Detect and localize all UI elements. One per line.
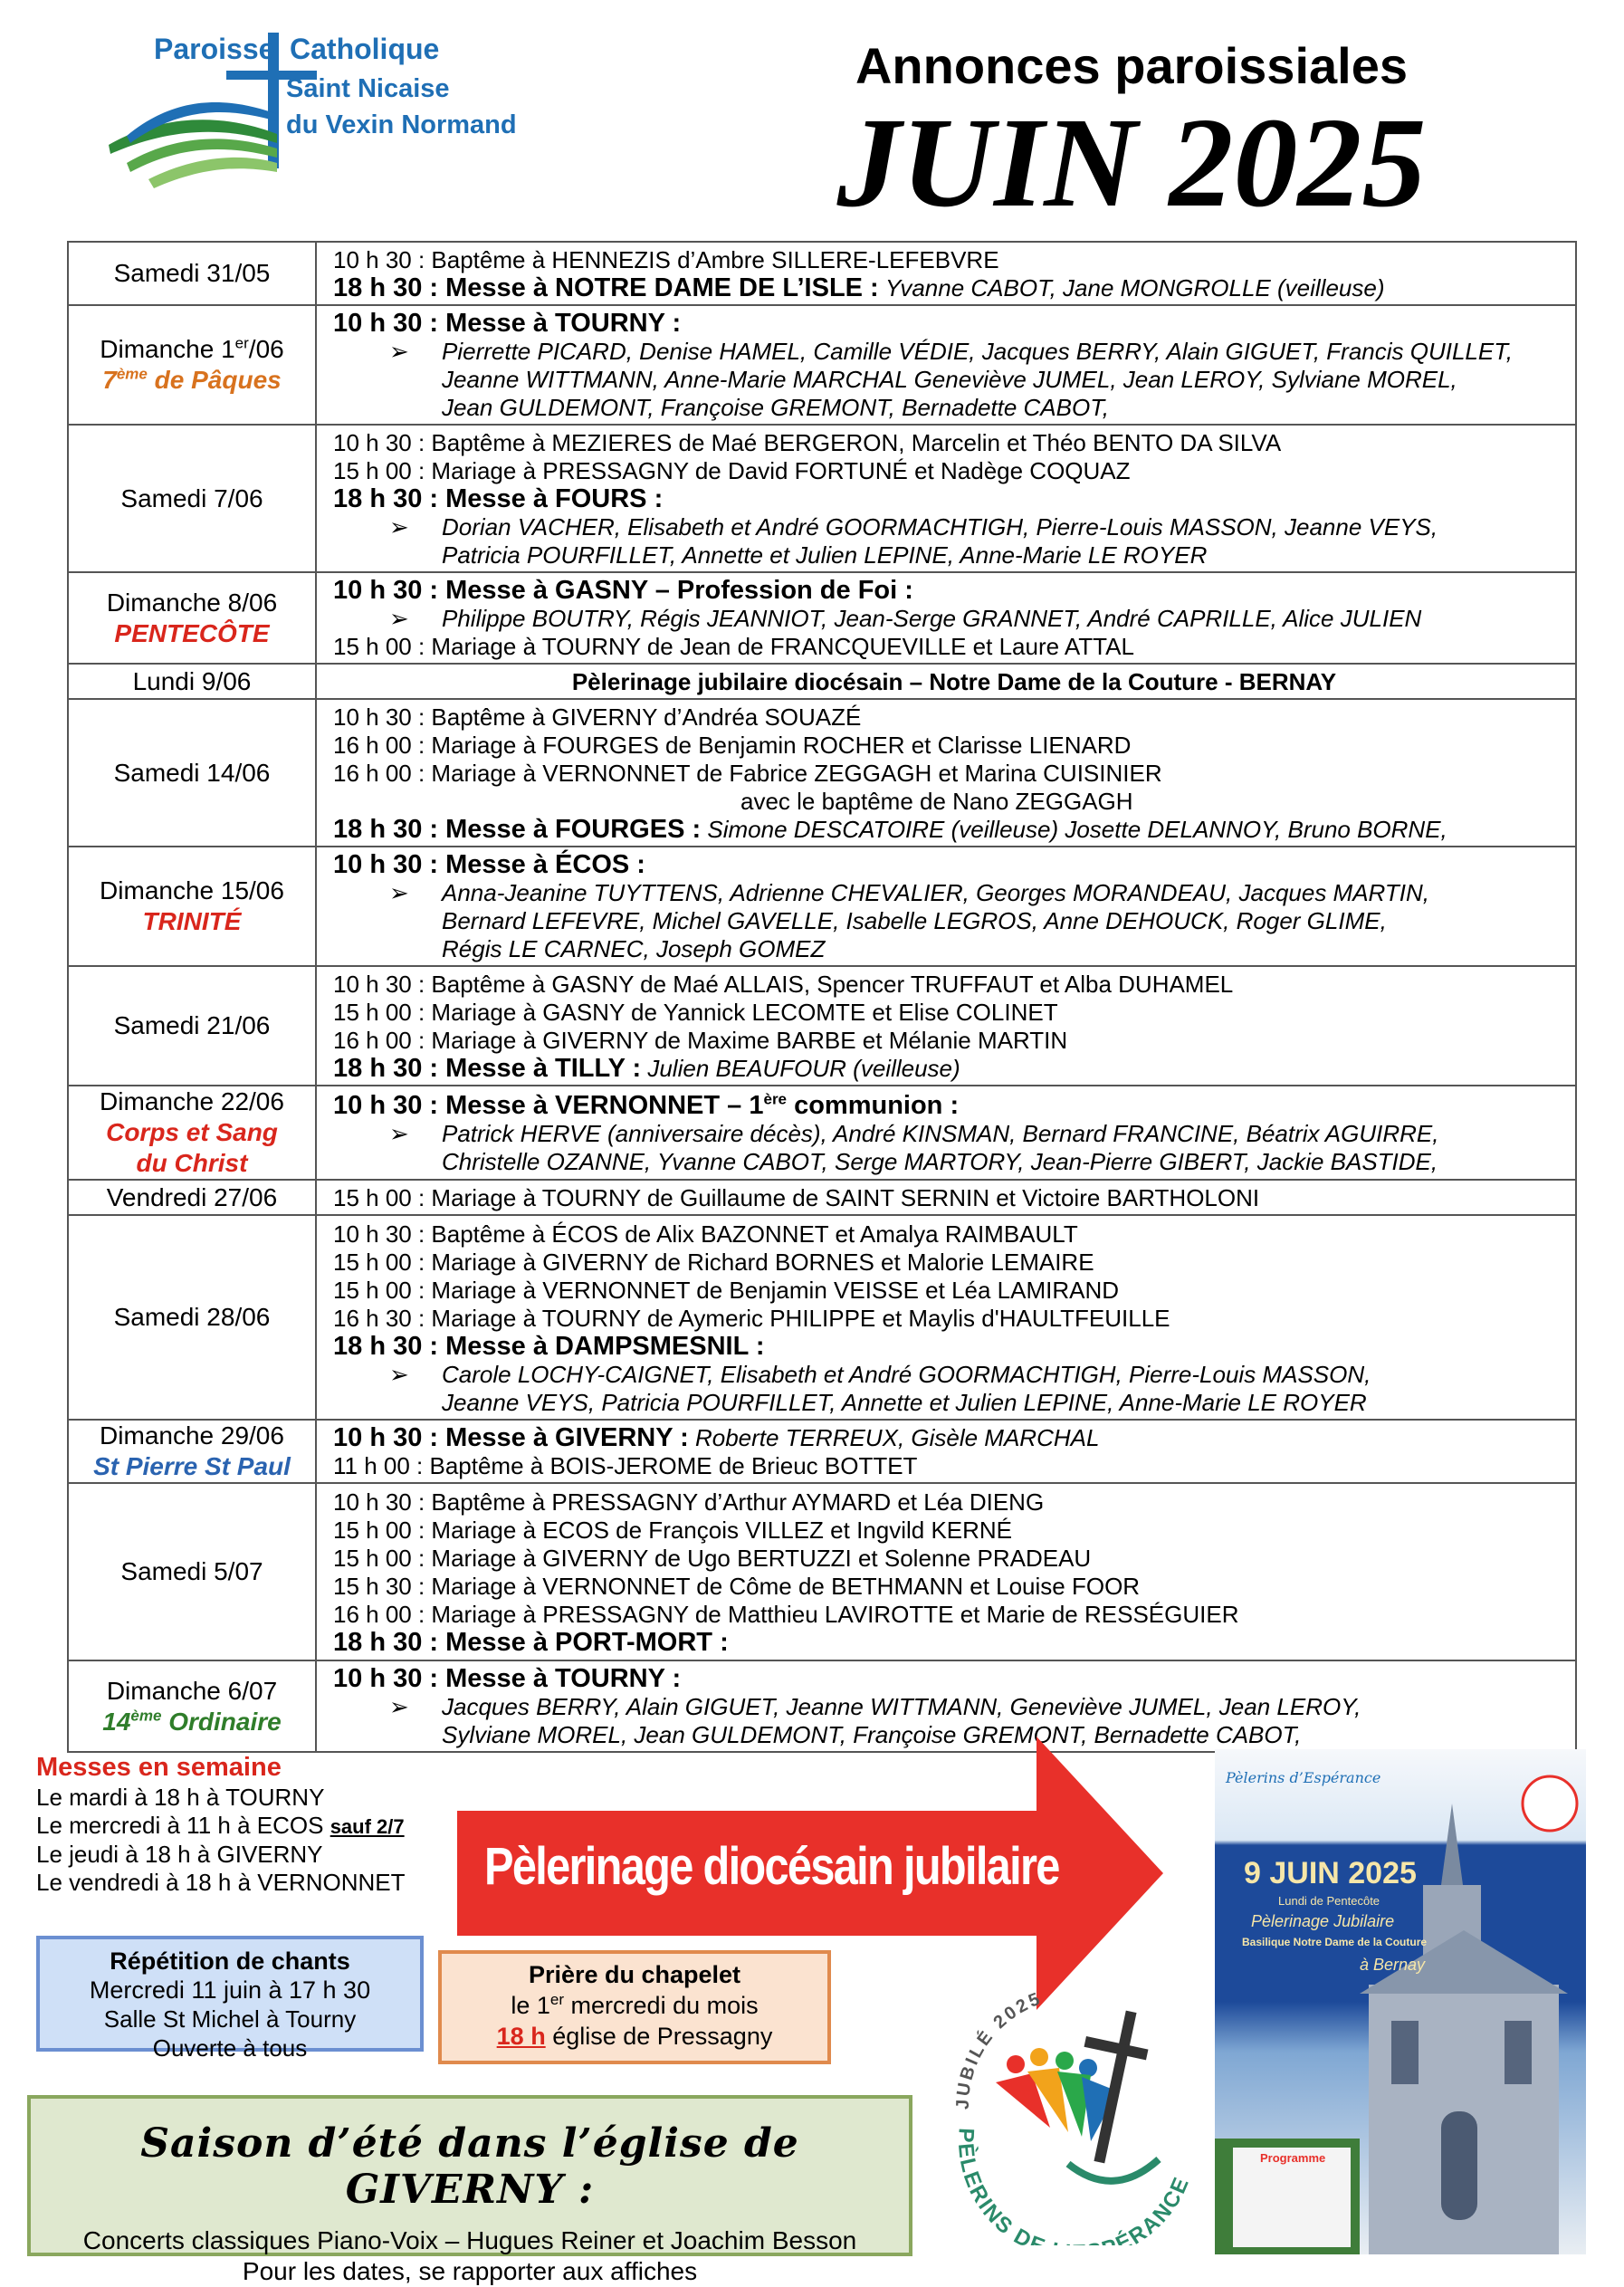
poster-program: Programme <box>1260 2151 1326 2165</box>
arrow-bullet-icon: ➢ <box>389 338 409 365</box>
table-row <box>68 572 1576 664</box>
events-cell <box>316 847 1576 966</box>
page-title: Annonces paroissiales <box>855 37 1408 94</box>
event-line: 16 h 00 : Mariage à VERNONNET de Fabrice ZEGGAGH et Marina CUISINIER <box>333 760 1162 787</box>
choir-rehearsal-box <box>36 1936 424 2062</box>
event-line: 15 h 00 : Mariage à VERNONNET de Benjamin VEISSE et Léa LAMIRAND <box>333 1276 1120 1304</box>
mass-heading: 18 h 30 : Messe à FOURS : <box>333 484 664 513</box>
choir-title: Répétition de chants <box>110 1947 350 1975</box>
logo-text-catholique: Catholique <box>290 33 440 65</box>
table-row <box>68 847 1576 966</box>
event-line: 10 h 30 : Baptême à ÉCOS de Alix BAZONNET et Amalya RAIMBAULT <box>333 1220 1078 1248</box>
feast-sup: ème <box>116 365 148 383</box>
events-cell <box>316 699 1576 847</box>
poster-brand: Pèlerins d’Espérance <box>1226 1769 1381 1786</box>
rosary-line <box>442 1990 827 2021</box>
day-label: Dimanche 22/06 <box>100 1087 284 1115</box>
intentions-list <box>333 1120 1575 1176</box>
logo-text-vexin: du Vexin Normand <box>286 110 517 139</box>
feast-text: de Pâques <box>147 366 282 394</box>
feast-label: St Pierre St Paul <box>93 1452 291 1480</box>
day-cell <box>68 1086 316 1180</box>
day-text: Dimanche 1 <box>100 335 235 363</box>
intention-line: Jeanne WITTMANN, Anne-Marie MARCHAL Geneviève JUMEL, Jean LEROY, Sylviane MOREL, <box>442 366 1457 393</box>
mass-intentions: Roberte TERREUX, Gisèle MARCHAL <box>694 1424 1100 1451</box>
mass-heading <box>333 1089 1575 1120</box>
intention-line: Patrick HERVE (anniversaire décès), André KINSMAN, Bernard FRANCINE, Béatrix AGUIRRE, <box>442 1119 1439 1147</box>
event-line: 16 h 00 : Mariage à FOURGES de Benjamin ROCHER et Clarisse LIENARD <box>333 732 1132 759</box>
choir-line: Ouverte à tous <box>152 2034 308 2062</box>
events-cell <box>316 1420 1576 1483</box>
mass-heading: 18 h 30 : Messe à DAMPSMESNIL : <box>333 1331 765 1361</box>
day-cell <box>68 847 316 966</box>
day-label: Dimanche 29/06 <box>100 1421 284 1450</box>
intention-names <box>442 605 1421 633</box>
feast-label <box>69 365 315 396</box>
arrow-bullet-icon: ➢ <box>389 513 409 541</box>
arrow-bullet-icon: ➢ <box>389 879 409 906</box>
intentions-list <box>333 879 1575 963</box>
event-line: 10 h 30 : Baptême à GASNY de Maé ALLAIS, Spencer TRUFFAUT et Alba DUHAMEL <box>333 971 1234 998</box>
rosary-place: église de Pressagny <box>545 2023 773 2050</box>
events-cell <box>316 242 1576 305</box>
intention-line: Pierrette PICARD, Denise HAMEL, Camille VÉDIE, Jacques BERRY, Alain GIGUET, Francis QUILLET, <box>442 338 1513 365</box>
table-row <box>68 242 1576 305</box>
event-line: 16 h 00 : Mariage à GIVERNY de Maxime BARBE et Mélanie MARTIN <box>333 1027 1068 1054</box>
day-label: Samedi 5/07 <box>120 1557 263 1585</box>
poster-date: 9 JUIN 2025 <box>1244 1856 1417 1890</box>
day-label: Dimanche 6/07 <box>106 1676 278 1705</box>
choir-line: Mercredi 11 juin à 17 h 30 <box>89 1976 371 2004</box>
day-label: Dimanche 15/06 <box>100 876 284 904</box>
day-cell <box>68 305 316 425</box>
weekday-line: Le mardi à 18 h à TOURNY <box>36 1784 325 1811</box>
day-label: Samedi 31/05 <box>113 259 271 287</box>
table-row <box>68 305 1576 425</box>
mass-heading-end: communion : <box>787 1090 960 1120</box>
event-line: 15 h 00 : Mariage à GASNY de Yannick LECOMTE et Elise COLINET <box>333 999 1058 1026</box>
summer-body <box>31 2225 909 2287</box>
rosary-time: 18 h <box>496 2023 546 2050</box>
mass-heading: 10 h 30 : Messe à GIVERNY : <box>333 1423 689 1452</box>
day-label: Lundi 9/06 <box>132 666 252 695</box>
feast-label: TRINITÉ <box>142 907 242 935</box>
day-cell <box>68 966 316 1086</box>
intention-line: Patricia POURFILLET, Annette et Julien LEPINE, Anne-Marie LE ROYER <box>442 541 1208 569</box>
day-label: Dimanche 8/06 <box>106 588 278 617</box>
summer-concerts-box <box>27 2095 912 2285</box>
parish-logo <box>100 27 517 199</box>
svg-text:PÈLERINS DE L’ESPÉRANCE <box>953 2128 1195 2245</box>
events-cell <box>316 664 1576 699</box>
intention-line: Jacques BERRY, Alain GIGUET, Jeanne WITTMANN, Geneviève JUMEL, Jean LEROY, <box>442 1693 1361 1720</box>
feast-sup: ème <box>130 1707 162 1725</box>
jubilee-logo <box>932 1974 1222 2245</box>
event-line: 16 h 00 : Mariage à PRESSAGNY de Matthieu LAVIROTTE et Marie de RESSÉGUIER <box>333 1601 1239 1628</box>
mass-heading: 18 h 30 : Messe à FOURGES : <box>333 815 702 844</box>
logo-text-saint-nicaise: Saint Nicaise <box>286 74 450 103</box>
intention-line: Carole LOCHY-CAIGNET, Elisabeth et André GOORMACHTIGH, Pierre-Louis MASSON, <box>442 1360 1371 1388</box>
weekday-line <box>36 1812 406 1841</box>
mass-heading: 10 h 30 : Messe à TOURNY : <box>333 1664 682 1693</box>
intention-line: Anna-Jeanine TUYTTENS, Adrienne CHEVALIER, Georges MORANDEAU, Jacques MARTIN, <box>442 879 1429 906</box>
rosary-text: le 1 <box>511 1992 550 2019</box>
arrow-bullet-icon: ➢ <box>389 1693 409 1720</box>
logo-text-paroisse: Paroisse <box>154 33 275 65</box>
day-cell <box>68 1483 316 1660</box>
summer-title: Saison d’été dans l’église de GIVERNY : <box>140 2120 799 2213</box>
intentions-list <box>333 605 1575 633</box>
poster-sub2: Pèlerinage Jubilaire <box>1251 1912 1395 1930</box>
mass-heading: 18 h 30 : Messe à NOTRE DAME DE L’ISLE : <box>333 273 879 302</box>
event-line: 15 h 30 : Mariage à VERNONNET de Côme de BETHMANN et Louise FOOR <box>333 1573 1141 1600</box>
day-label <box>69 334 315 365</box>
weekday-line: Le vendredi à 18 h à VERNONNET <box>36 1869 406 1896</box>
mass-heading: 18 h 30 : Messe à PORT-MORT : <box>333 1628 729 1657</box>
jubilee-arc-bottom: PÈLERINS D ÉRANCE <box>952 2127 1195 2245</box>
intention-line: Sylviane MOREL, Jean GULDEMONT, Françoise GREMONT, Bernadette CABOT, <box>442 1721 1302 1748</box>
mass-line <box>333 1055 1575 1083</box>
mass-heading: 18 h 30 : Messe à TILLY : <box>333 1054 642 1083</box>
arrow-bullet-icon: ➢ <box>389 1360 409 1388</box>
event-line: 15 h 00 : Mariage à PRESSAGNY de David FORTUNÉ et Nadège COQUAZ <box>333 457 1131 484</box>
day-cell <box>68 1420 316 1483</box>
table-row <box>68 699 1576 847</box>
choir-line: Salle St Michel à Tourny <box>103 2005 357 2033</box>
jubilee-emblem-icon <box>932 1974 1222 2245</box>
feast-label <box>69 1707 315 1737</box>
events-cell <box>316 572 1576 664</box>
day-label: Samedi 7/06 <box>120 483 263 512</box>
table-row <box>68 1420 1576 1483</box>
weekday-exception: sauf 2/7 <box>330 1815 405 1838</box>
day-text-end: /06 <box>248 335 284 363</box>
jubilee-arc-top: JUBILÉ 2025 <box>952 1988 1046 2110</box>
event-line: avec le baptême de Nano ZEGGAGH <box>740 788 1133 815</box>
intention-line: Bernard LEFEVRE, Michel GAVELLE, Isabelle LEGROS, Anne DEHOUCK, Roger GLIME, <box>442 907 1387 934</box>
mass-heading: 10 h 30 : Messe à ÉCOS : <box>333 850 645 879</box>
table-row <box>68 1086 1576 1180</box>
event-line: 15 h 00 : Mariage à GIVERNY de Richard BORNES et Malorie LEMAIRE <box>333 1248 1094 1276</box>
intention-names <box>442 338 1513 422</box>
mass-intentions: Julien BEAUFOUR (veilleuse) <box>647 1055 960 1082</box>
day-label: Vendredi 27/06 <box>106 1182 278 1211</box>
day-cell <box>68 1180 316 1215</box>
rosary-box <box>438 1950 831 2064</box>
table-row <box>68 1483 1576 1660</box>
events-cell <box>316 305 1576 425</box>
events-cell <box>316 1086 1576 1180</box>
table-row <box>68 966 1576 1086</box>
mass-heading: 10 h 30 : Messe à GASNY – Profession de Foi : <box>333 576 913 605</box>
intention-names <box>442 879 1429 963</box>
intentions-list <box>333 338 1575 422</box>
event-line: 15 h 00 : Mariage à ECOS de François VILLEZ et Ingvild KERNÉ <box>333 1517 1013 1544</box>
day-cell <box>68 664 316 699</box>
intention-names <box>442 1361 1371 1417</box>
mass-line <box>333 1424 1575 1452</box>
summer-line: Concerts classiques Piano-Voix – Hugues Reiner et Joachim Besson <box>82 2226 857 2254</box>
intentions-list <box>333 1361 1575 1417</box>
rosary-text-end: mercredi du mois <box>564 1992 759 2019</box>
banner-text: Pèlerinage diocésain jubilaire <box>484 1837 1059 1896</box>
pilgrimage-event: Pèlerinage jubilaire diocésain – Notre Dame de la Couture - BERNAY <box>571 668 1337 695</box>
feast-num: 14 <box>102 1707 131 1736</box>
event-line: 10 h 30 : Baptême à HENNEZIS d’Ambre SILLERE-LEFEBVRE <box>333 246 999 273</box>
intention-names <box>442 1120 1438 1176</box>
feast-label-2: du Christ <box>136 1149 248 1177</box>
day-cell <box>68 242 316 305</box>
day-cell <box>68 425 316 572</box>
poster-sub1: Lundi de Pentecôte <box>1278 1894 1380 1908</box>
poster-sub3: Basilique Notre Dame de la Couture <box>1242 1936 1428 1948</box>
schedule-table <box>67 241 1577 1753</box>
mass-intentions: Yvanne CABOT, Jane MONGROLLE (veilleuse) <box>884 274 1385 301</box>
mass-line <box>333 274 1575 302</box>
mass-heading: 10 h 30 : Messe à TOURNY : <box>333 309 682 338</box>
day-cell <box>68 572 316 664</box>
weekday-line-text: Le mercredi à 11 h à ECOS <box>36 1812 324 1839</box>
intention-line: Dorian VACHER, Elisabeth et André GOORMACHTIGH, Pierre-Louis MASSON, Jeanne VEYS, <box>442 513 1438 541</box>
table-row <box>68 425 1576 572</box>
mass-heading-text: 10 h 30 : Messe à VERNONNET – 1 <box>333 1090 764 1120</box>
events-cell <box>316 966 1576 1086</box>
rosary-title: Prière du chapelet <box>528 1961 741 1988</box>
page-month: JUIN 2025 <box>836 91 1427 234</box>
day-label: Samedi 28/06 <box>113 1303 271 1331</box>
event-line: 15 h 00 : Mariage à TOURNY de Guillaume de SAINT SERNIN et Victoire BARTHOLONI <box>333 1184 1260 1211</box>
event-line: 15 h 00 : Mariage à GIVERNY de Ugo BERTUZZI et Solenne PRADEAU <box>333 1545 1092 1572</box>
table-row <box>68 664 1576 699</box>
intention-line: Philippe BOUTRY, Régis JEANNIOT, Jean-Serge GRANNET, André CAPRILLE, Alice JULIEN <box>442 605 1422 632</box>
feast-num: 7 <box>102 366 117 394</box>
feast-text: Ordinaire <box>161 1707 282 1736</box>
events-cell <box>316 1180 1576 1215</box>
mass-line <box>333 816 1575 844</box>
poster-graphic <box>1215 1749 1586 2254</box>
day-cell <box>68 1215 316 1420</box>
day-cell <box>68 699 316 847</box>
event-line: 10 h 30 : Baptême à MEZIERES de Maé BERGERON, Marcelin et Théo BENTO DA SILVA <box>333 429 1282 456</box>
mass-heading-sup: ère <box>763 1089 788 1107</box>
events-cell <box>316 1215 1576 1420</box>
intention-line: Jeanne VEYS, Patricia POURFILLET, Annette et Julien LEPINE, Anne-Marie LE ROYER <box>442 1388 1367 1416</box>
events-cell <box>316 425 1576 572</box>
intention-line: Régis LE CARNEC, Joseph GOMEZ <box>442 935 826 962</box>
table-row <box>68 1215 1576 1420</box>
day-label: Samedi 21/06 <box>113 1011 271 1039</box>
arrow-bullet-icon: ➢ <box>389 605 409 632</box>
feast-label: PENTECÔTE <box>114 618 270 647</box>
poster-sub4: à Bernay <box>1360 1956 1426 1974</box>
weekday-masses-title: Messes en semaine <box>36 1753 282 1782</box>
intention-line: Christelle OZANNE, Yvanne CABOT, Serge MARTORY, Jean-Pierre GIBERT, Jackie BASTIDE, <box>442 1147 1438 1175</box>
intention-names <box>442 513 1438 569</box>
rosary-sup: er <box>549 1991 565 2008</box>
intentions-list <box>333 513 1575 569</box>
intention-line: Jean GULDEMONT, Françoise GREMONT, Bernadette CABOT, <box>442 394 1109 421</box>
summer-line: Pour les dates, se rapporter aux affiches <box>242 2257 698 2285</box>
rosary-line <box>442 2021 827 2052</box>
event-line: 10 h 30 : Baptême à PRESSAGNY d’Arthur AYMARD et Léa DIENG <box>333 1488 1045 1516</box>
event-line: 15 h 00 : Mariage à TOURNY de Jean de FRANCQUEVILLE et Laure ATTAL <box>333 633 1134 660</box>
weekday-line: Le jeudi à 18 h à GIVERNY <box>36 1841 323 1868</box>
table-row <box>68 1180 1576 1215</box>
mass-intentions: Simone DESCATOIRE (veilleuse) Josette DELANNOY, Bruno BORNE, <box>707 816 1447 843</box>
event-line: 11 h 00 : Baptême à BOIS-JEROME de Brieuc BOTTET <box>333 1452 918 1479</box>
weekday-masses-list <box>36 1784 406 1897</box>
day-sup: er <box>234 334 249 352</box>
feast-label-1: Corps et Sang <box>106 1118 278 1146</box>
pilgrimage-poster <box>1215 1749 1586 2254</box>
day-cell <box>68 1660 316 1752</box>
event-line: 10 h 30 : Baptême à GIVERNY d’Andréa SOUAZÉ <box>333 703 862 731</box>
events-cell <box>316 1483 1576 1660</box>
event-line: 16 h 30 : Mariage à TOURNY de Aymeric PHILIPPE et Maylis d'HAULTFEUILLE <box>333 1304 1170 1332</box>
day-label: Samedi 14/06 <box>113 758 271 787</box>
arrow-bullet-icon: ➢ <box>389 1119 409 1147</box>
